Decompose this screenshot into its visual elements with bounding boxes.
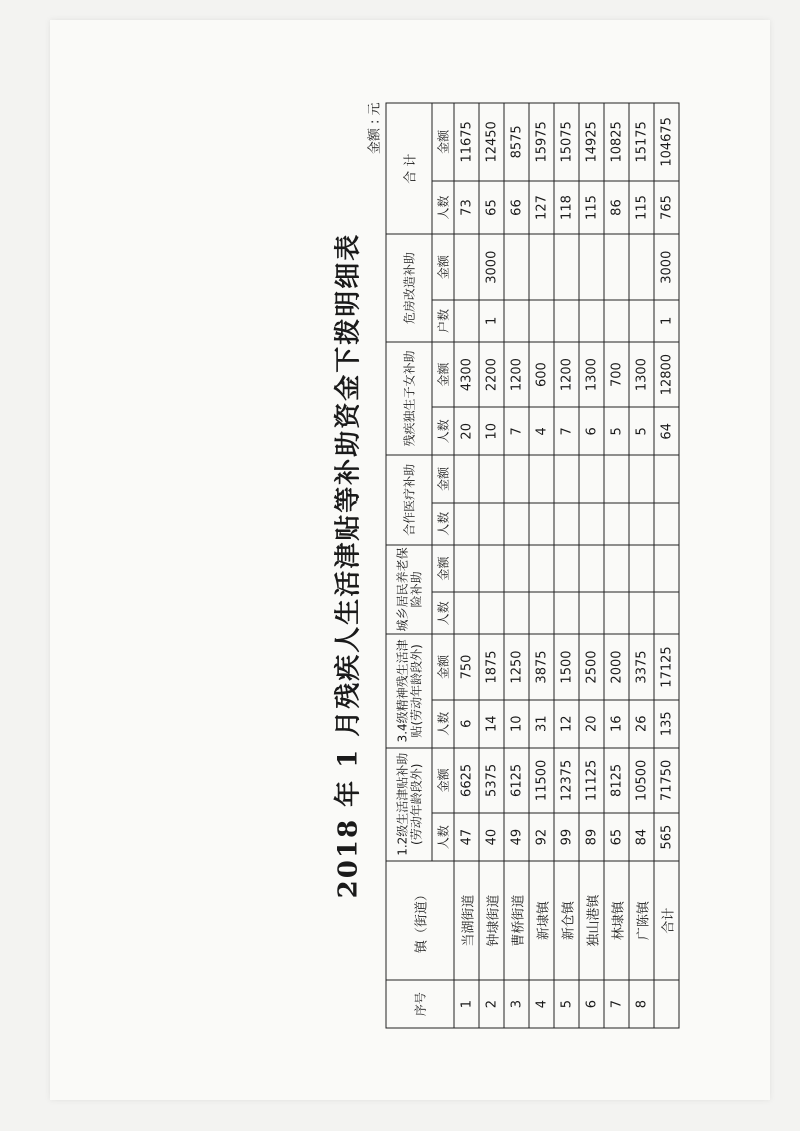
cell-seq: 7 (604, 980, 629, 1028)
cell-g1p: 565 (654, 813, 679, 861)
unit-label: 金额 : 元 (367, 102, 383, 155)
cell-tp: 765 (654, 181, 679, 235)
cell-g3p (454, 592, 479, 634)
subheader-amount: 金额 (432, 545, 454, 593)
cell-g3p (604, 592, 629, 634)
cell-g2p: 31 (529, 700, 554, 748)
cell-g3a (654, 545, 679, 593)
cell-g2p: 20 (579, 700, 604, 748)
cell-g3a (454, 545, 479, 593)
cell-g2p: 135 (654, 700, 679, 748)
table-row (604, 103, 629, 1028)
cell-g6h (579, 300, 604, 342)
cell-g5a: 700 (604, 342, 629, 408)
subheader-people: 人数 (432, 592, 454, 634)
table-row (479, 103, 504, 1028)
cell-g1p: 89 (579, 813, 604, 861)
cell-g5a: 1300 (629, 342, 654, 408)
subheader-people: 人数 (432, 407, 454, 455)
cell-g6h (529, 300, 554, 342)
cell-g3a (554, 545, 579, 593)
cell-g1a: 5375 (479, 748, 504, 814)
cell-town: 曹桥街道 (504, 861, 529, 980)
cell-ta: 15075 (554, 103, 579, 181)
cell-g5p: 7 (504, 407, 529, 455)
cell-g4a (579, 455, 604, 503)
table-row (504, 103, 529, 1028)
cell-seq: 1 (454, 980, 479, 1028)
cell-tp: 66 (504, 181, 529, 235)
cell-g4a (654, 455, 679, 503)
cell-ta: 8575 (504, 103, 529, 181)
subheader-people: 人数 (432, 700, 454, 748)
cell-g1a: 8125 (604, 748, 629, 814)
subsidy-table (386, 103, 680, 1029)
subheader-people: 人数 (432, 813, 454, 861)
cell-g5a: 1200 (504, 342, 529, 408)
cell-g2p: 10 (504, 700, 529, 748)
cell-g3a (479, 545, 504, 593)
cell-g5a: 1300 (579, 342, 604, 408)
subheader-amount: 金额 (432, 234, 454, 300)
cell-seq: 8 (629, 980, 654, 1028)
cell-g4a (479, 455, 504, 503)
cell-g6a (629, 234, 654, 300)
cell-g5p: 7 (554, 407, 579, 455)
cell-g1p: 65 (604, 813, 629, 861)
cell-g2a: 1875 (479, 634, 504, 700)
rotated-content (328, 102, 676, 1029)
total-row (654, 103, 679, 1028)
cell-g2a: 3875 (529, 634, 554, 700)
cell-g2p: 26 (629, 700, 654, 748)
cell-ta: 104675 (654, 103, 679, 181)
cell-town: 林埭镇 (604, 861, 629, 980)
cell-g5p: 64 (654, 407, 679, 455)
cell-g4p (554, 503, 579, 545)
cell-g2p: 6 (454, 700, 479, 748)
header-seq: 序号 (386, 980, 454, 1028)
cell-g4p (654, 503, 679, 545)
cell-g4a (604, 455, 629, 503)
table-row (454, 103, 479, 1028)
cell-seq: 3 (504, 980, 529, 1028)
cell-g3p (579, 592, 604, 634)
cell-g6a (579, 234, 604, 300)
cell-g5p: 4 (529, 407, 554, 455)
cell-g1a: 71750 (654, 748, 679, 814)
subheader-people: 人数 (432, 503, 454, 545)
cell-g4p (479, 503, 504, 545)
subheader-amount: 金额 (432, 748, 454, 814)
cell-g5a: 2200 (479, 342, 504, 408)
header-group-4: 合作医疗补助 (386, 455, 432, 545)
cell-g3p (504, 592, 529, 634)
header-group-5: 残疾独生子女补助 (386, 342, 432, 455)
cell-g4p (579, 503, 604, 545)
cell-tp: 73 (454, 181, 479, 235)
header-group-total: 合 计 (386, 103, 432, 234)
cell-town: 广陈镇 (629, 861, 654, 980)
cell-g1a: 11500 (529, 748, 554, 814)
cell-seq: 5 (554, 980, 579, 1028)
cell-g6h: 1 (654, 300, 679, 342)
cell-g5p: 20 (454, 407, 479, 455)
cell-g3p (654, 592, 679, 634)
cell-ta: 10825 (604, 103, 629, 181)
cell-g1a: 6625 (454, 748, 479, 814)
document-title: 2018 年 1 月残疾人生活津贴等补助资金下拨明细表 (333, 232, 364, 899)
cell-g6a (529, 234, 554, 300)
table-row (629, 103, 654, 1028)
cell-g1a: 11125 (579, 748, 604, 814)
cell-town: 合计 (654, 861, 679, 980)
cell-g2p: 12 (554, 700, 579, 748)
cell-g4a (529, 455, 554, 503)
cell-g3a (579, 545, 604, 593)
cell-g5p: 5 (629, 407, 654, 455)
subheader-amount: 金额 (432, 455, 454, 503)
cell-g2a: 750 (454, 634, 479, 700)
cell-seq: 6 (579, 980, 604, 1028)
cell-g1a: 12375 (554, 748, 579, 814)
cell-g2a: 1250 (504, 634, 529, 700)
cell-tp: 118 (554, 181, 579, 235)
cell-g6h (554, 300, 579, 342)
cell-g5a: 12800 (654, 342, 679, 408)
cell-tp: 115 (579, 181, 604, 235)
subheader-amount: 金额 (432, 342, 454, 408)
cell-tp: 115 (629, 181, 654, 235)
cell-g1a: 6125 (504, 748, 529, 814)
cell-g6a (604, 234, 629, 300)
cell-g3a (629, 545, 654, 593)
cell-g1p: 40 (479, 813, 504, 861)
cell-g1p: 84 (629, 813, 654, 861)
cell-ta: 15175 (629, 103, 654, 181)
cell-g2a: 2500 (579, 634, 604, 700)
header-group-3: 城乡居民养老保险补助 (386, 545, 432, 635)
cell-g2a: 17125 (654, 634, 679, 700)
subheader-households: 户数 (432, 300, 454, 342)
cell-g6a: 3000 (479, 234, 504, 300)
cell-g6h (454, 300, 479, 342)
cell-town: 新埭镇 (529, 861, 554, 980)
cell-g4a (454, 455, 479, 503)
cell-seq: 4 (529, 980, 554, 1028)
cell-g4p (454, 503, 479, 545)
cell-seq: 2 (479, 980, 504, 1028)
cell-g5p: 6 (579, 407, 604, 455)
cell-g4p (604, 503, 629, 545)
cell-g1p: 99 (554, 813, 579, 861)
cell-g2p: 16 (604, 700, 629, 748)
cell-g6a (554, 234, 579, 300)
cell-ta: 15975 (529, 103, 554, 181)
cell-g6h (504, 300, 529, 342)
subheader-amount: 金额 (432, 103, 454, 181)
header-group-1: 1.2级生活津贴补助(劳动年龄段外) (386, 748, 432, 861)
cell-g4p (504, 503, 529, 545)
cell-town: 新仓镇 (554, 861, 579, 980)
cell-g5p: 5 (604, 407, 629, 455)
cell-g1p: 49 (504, 813, 529, 861)
header-town: 镇（街道） (386, 861, 454, 980)
cell-g4a (629, 455, 654, 503)
cell-g1p: 47 (454, 813, 479, 861)
cell-g6a: 3000 (654, 234, 679, 300)
cell-g1a: 10500 (629, 748, 654, 814)
cell-g6a (504, 234, 529, 300)
cell-g6h (604, 300, 629, 342)
cell-town: 钟埭街道 (479, 861, 504, 980)
cell-g6a (454, 234, 479, 300)
cell-g5a: 600 (529, 342, 554, 408)
table-row (554, 103, 579, 1028)
cell-g5p: 10 (479, 407, 504, 455)
cell-g3a (504, 545, 529, 593)
cell-g1p: 92 (529, 813, 554, 861)
cell-g3p (529, 592, 554, 634)
subheader-people: 人数 (432, 181, 454, 235)
cell-g3a (604, 545, 629, 593)
cell-tp: 86 (604, 181, 629, 235)
cell-g5a: 1200 (554, 342, 579, 408)
cell-g4p (529, 503, 554, 545)
cell-g3p (554, 592, 579, 634)
subheader-amount: 金额 (432, 634, 454, 700)
cell-g6h: 1 (479, 300, 504, 342)
cell-tp: 127 (529, 181, 554, 235)
cell-tp: 65 (479, 181, 504, 235)
cell-g3p (629, 592, 654, 634)
cell-seq (654, 980, 679, 1028)
cell-g5a: 4300 (454, 342, 479, 408)
cell-g2a: 2000 (604, 634, 629, 700)
cell-town: 当湖街道 (454, 861, 479, 980)
table-row (579, 103, 604, 1028)
header-group-2: 3.4级精神残生活津贴(劳动年龄段外) (386, 634, 432, 747)
table-row (529, 103, 554, 1028)
cell-ta: 11675 (454, 103, 479, 181)
cell-ta: 12450 (479, 103, 504, 181)
cell-g2a: 3375 (629, 634, 654, 700)
cell-g3p (479, 592, 504, 634)
cell-town: 独山港镇 (579, 861, 604, 980)
cell-g2p: 14 (479, 700, 504, 748)
cell-g3a (529, 545, 554, 593)
header-group-6: 危房改造补助 (386, 234, 432, 341)
cell-g2a: 1500 (554, 634, 579, 700)
cell-g6h (629, 300, 654, 342)
cell-ta: 14925 (579, 103, 604, 181)
cell-g4a (504, 455, 529, 503)
cell-g4p (629, 503, 654, 545)
cell-g4a (554, 455, 579, 503)
